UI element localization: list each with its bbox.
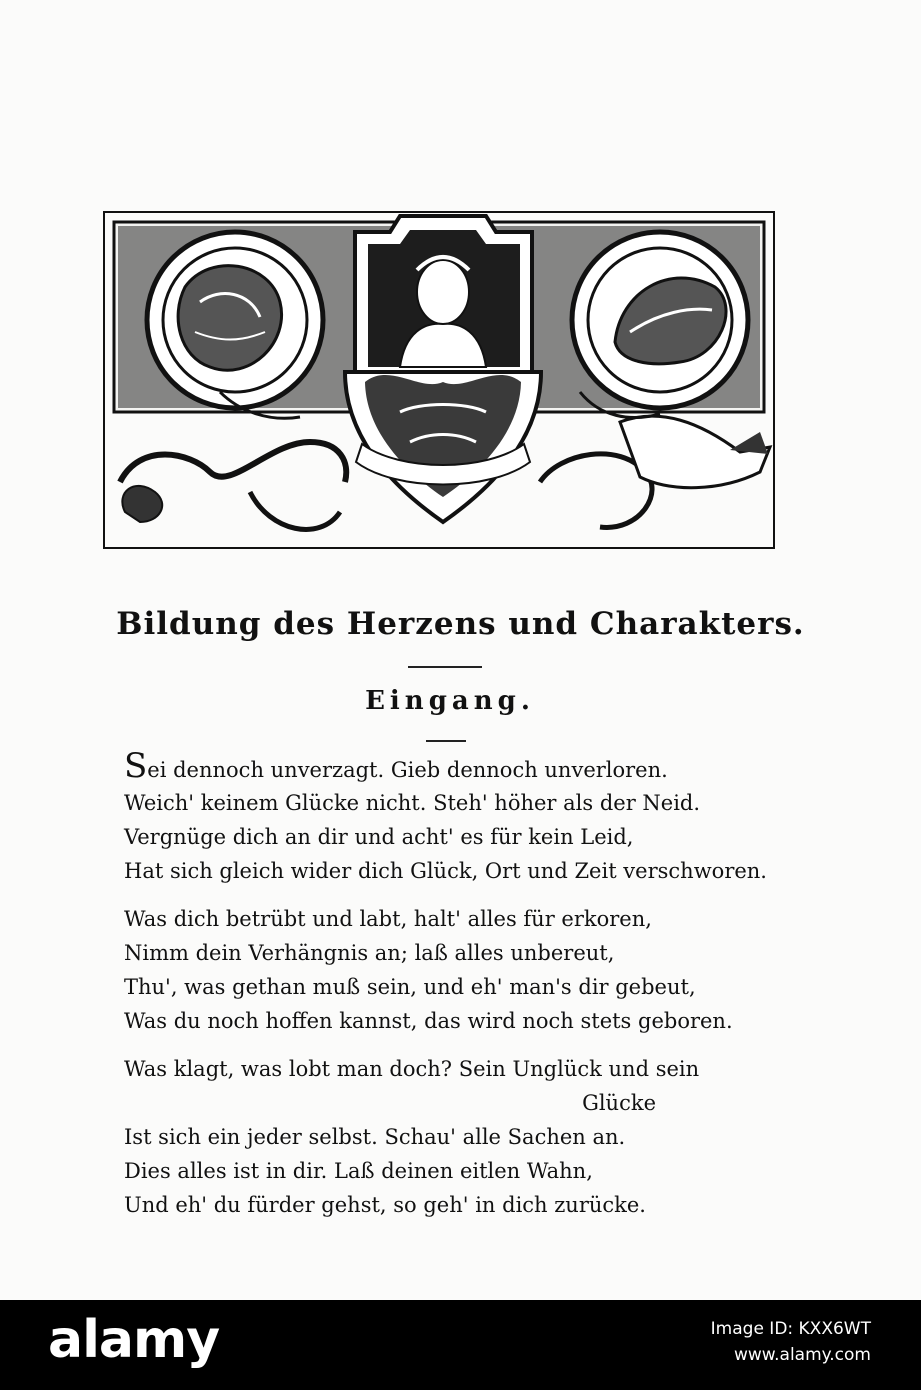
subtitle: Eingang. bbox=[365, 686, 535, 716]
poem-line: Was du noch hoffen kannst, das wird noch stets geboren. bbox=[124, 1009, 733, 1033]
stanza-1 bbox=[124, 746, 784, 888]
poem-line: Ist sich ein jeder selbst. Schau' alle Sachen an. bbox=[124, 1125, 626, 1149]
stanza-2 bbox=[124, 902, 784, 1038]
poem bbox=[124, 746, 784, 1236]
poem-line: Vergnüge dich an dir und acht' es für kein Leid, bbox=[124, 825, 634, 849]
stanza-3 bbox=[124, 1052, 784, 1222]
poem-line: Weich' keinem Glücke nicht. Steh' höher als der Neid. bbox=[124, 791, 701, 815]
ornamental-headpiece bbox=[100, 192, 782, 564]
poem-line: Hat sich gleich wider dich Glück, Ort und Zeit verschworen. bbox=[124, 859, 767, 883]
poem-line bbox=[124, 746, 784, 786]
poem-line-continuation: Glücke bbox=[582, 1091, 656, 1115]
poem-line: Nimm dein Verhängnis an; laß alles unbereut, bbox=[124, 941, 615, 965]
subtitle-divider bbox=[426, 740, 466, 742]
alamy-logo: alamy bbox=[48, 1310, 220, 1370]
poem-line: Und eh' du fürder gehst, so geh' in dich zurücke. bbox=[124, 1193, 646, 1217]
image-id: Image ID: KXX6WT bbox=[710, 1319, 871, 1339]
poem-line: Was klagt, was lobt man doch? Sein Unglück und sein bbox=[124, 1057, 700, 1081]
site-url: www.alamy.com bbox=[733, 1345, 871, 1365]
poem-line: Thu', was gethan muß sein, und eh' man's dir gebeut, bbox=[124, 975, 696, 999]
title-divider bbox=[408, 666, 482, 668]
section-title: Bildung des Herzens und Charakters. bbox=[116, 606, 805, 642]
drop-initial: S bbox=[124, 746, 148, 786]
poem-line: Dies alles ist in dir. Laß deinen eitlen Wahn, bbox=[124, 1159, 593, 1183]
image-id-block bbox=[711, 1316, 871, 1368]
poem-line-text: ei dennoch unverzagt. Gieb dennoch unverloren. bbox=[147, 758, 668, 782]
poem-line: Was dich betrübt und labt, halt' alles für erkoren, bbox=[124, 907, 652, 931]
